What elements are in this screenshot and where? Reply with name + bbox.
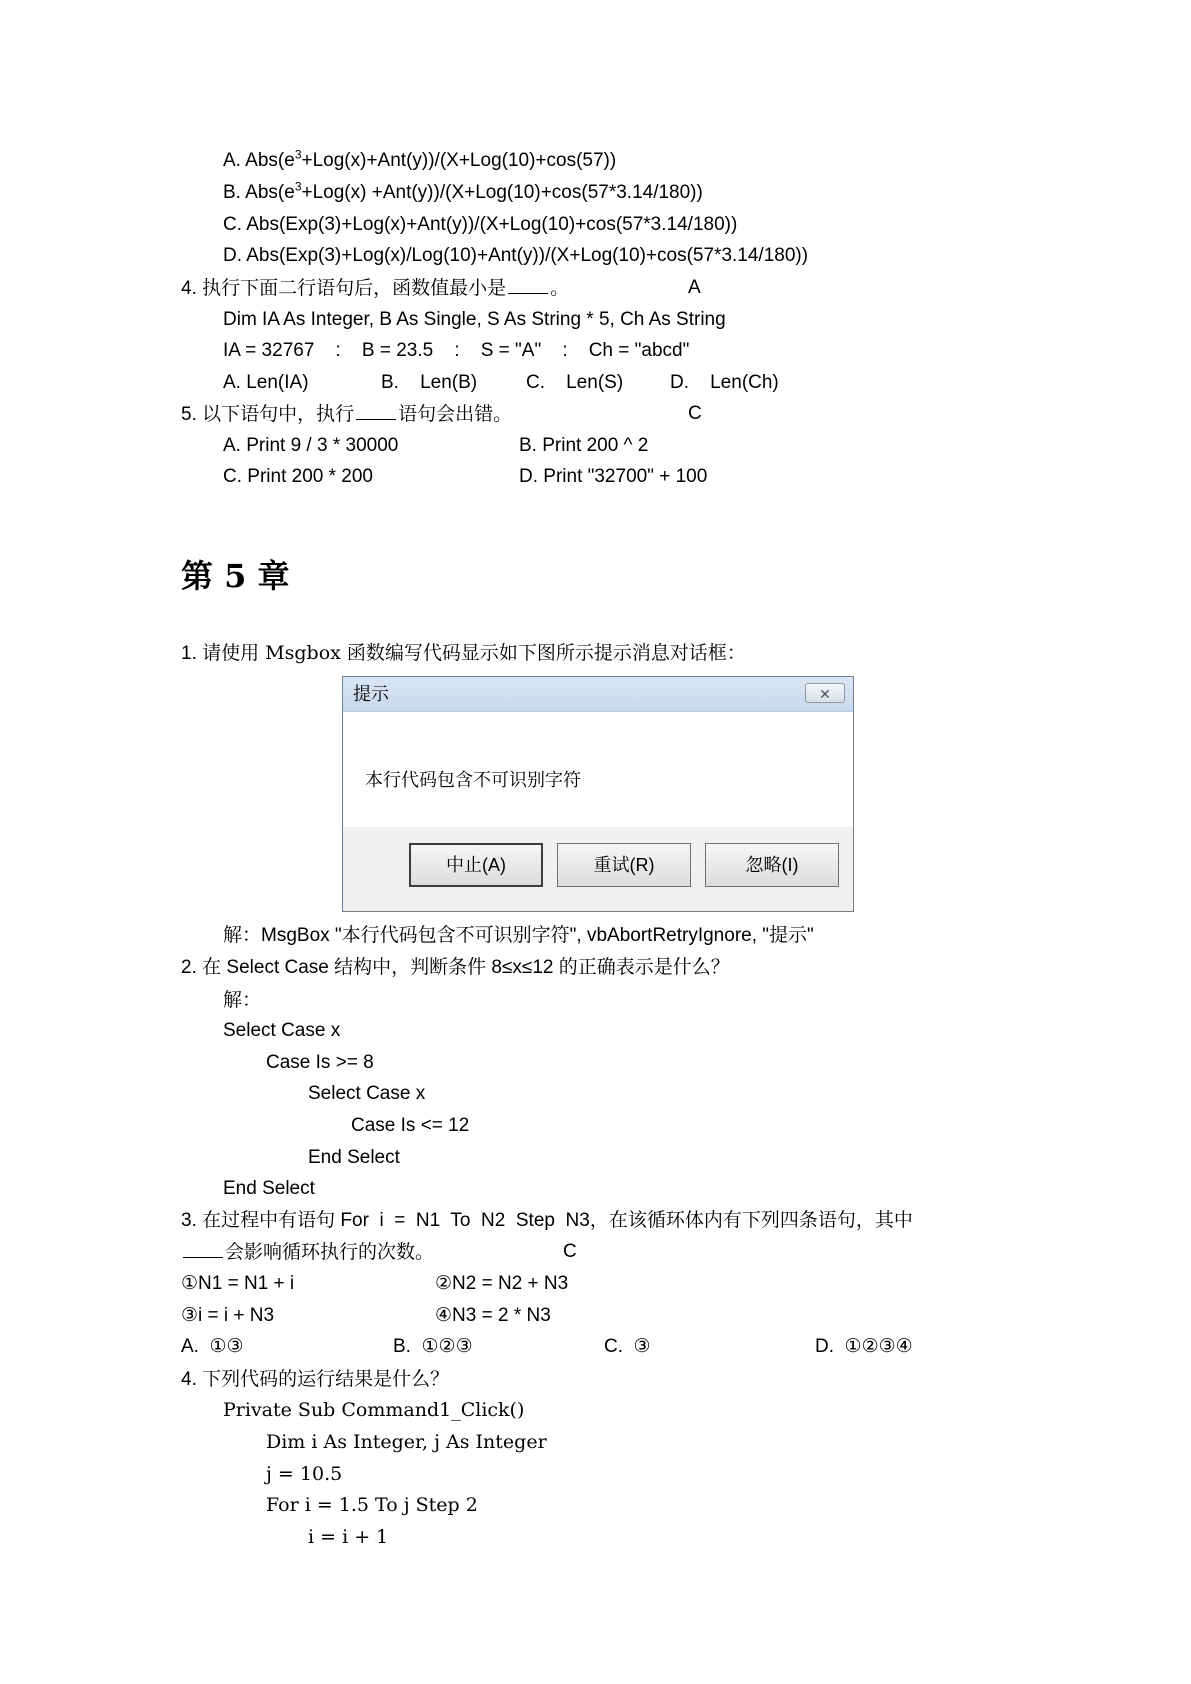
- ch5-q4-code-line: Private Sub Command1_Click(): [223, 1399, 525, 1421]
- q4-question: 4. 执行下面二行语句后，函数值最小是 。: [181, 277, 570, 299]
- q4-option-a: A. Len(IA): [223, 372, 309, 393]
- ch5-q4-code-line: Dim i As Integer, j As Integer: [266, 1431, 547, 1453]
- q3-option-c: C. Abs(Exp(3)+Log(x)+Ant(y))/(X+Log(10)+cos(57*3.14/180)): [223, 214, 738, 235]
- ch5-q3-question-cont: 会影响循环执行的次数。: [181, 1239, 434, 1266]
- dialog-title: 提示: [353, 684, 389, 704]
- q3-option-d: D. Abs(Exp(3)+Log(x)/Log(10)+Ant(y))/(X+Log(10)+cos(57*3.14/180)): [223, 245, 809, 266]
- q5-question: 5. 以下语句中，执行 语句会出错。: [181, 403, 513, 425]
- msgbox-dialog: [342, 676, 854, 912]
- ch5-q4-code-line: For i = 1.5 To j Step 2: [266, 1494, 478, 1516]
- close-icon[interactable]: ✕: [805, 683, 845, 703]
- q3-option-a: A. $Abs(e^3+Log(x)+Ant(y))/(X+Log(10)+\cos(57))$: [223, 147, 617, 171]
- ch5-q3-answer: C: [563, 1241, 577, 1262]
- ch5-q4-question: 4. 下列代码的运行结果是什么？: [181, 1368, 450, 1390]
- ch5-q3-option-d: D. ①②③④: [815, 1336, 913, 1357]
- ch5-q3-statement-2: ②N2 = N2 + N3: [435, 1273, 569, 1294]
- ch5-q1-question: 1. 请使用 Msgbox 函数编写代码显示如下图所示提示消息对话框：: [181, 642, 746, 664]
- q4-code-line-1: Dim IA As Integer, B As Single, S As String * 5, Ch As String: [223, 309, 726, 330]
- ch5-q3-option-c: C. ③: [604, 1336, 651, 1357]
- q5-option-d: D. Print "32700" + 100: [519, 466, 708, 487]
- ch5-q2-code-line: End Select: [223, 1178, 315, 1199]
- chapter-heading: 第 5 章: [181, 557, 290, 595]
- ch5-q3-option-b: B. ①②③: [393, 1336, 473, 1357]
- ignore-button[interactable]: 忽略(I): [705, 843, 839, 887]
- q4-option-b: B. Len(B): [381, 372, 478, 393]
- q5-answer: C: [688, 403, 702, 424]
- ch5-q2-code-line: Case Is >= 8: [266, 1052, 374, 1073]
- ch5-q2-solution-label: 解：: [223, 989, 262, 1011]
- q4-answer: A: [688, 277, 701, 298]
- q5-option-c: C. Print 200 * 200: [223, 466, 373, 487]
- ch5-q2-code-line: Select Case x: [308, 1083, 426, 1104]
- retry-button[interactable]: 重试(R): [557, 843, 691, 887]
- dialog-body: [343, 712, 853, 827]
- ch5-q2-code-line: Select Case x: [223, 1020, 341, 1041]
- ch5-q3-statement-4: ④N3 = 2 * N3: [435, 1305, 551, 1326]
- ch5-q2-code-line: End Select: [308, 1147, 400, 1168]
- ch5-q3-question: 3. 在过程中有语句 For i = N1 To N2 Step N3，在该循环体内有下列四条语句，其中: [181, 1210, 913, 1231]
- dialog-button-bar: [343, 827, 853, 911]
- ch5-q4-code-line: i = i + 1: [308, 1526, 389, 1548]
- dialog-title-bar: [343, 677, 853, 712]
- ch5-q2-code-line: Case Is <= 12: [351, 1115, 470, 1136]
- dialog-message: 本行代码包含不可识别字符: [365, 770, 581, 790]
- ch5-q3-option-a: A. ①③: [181, 1336, 244, 1357]
- q4-option-c: C. Len(S): [526, 372, 624, 393]
- abort-button[interactable]: 中止(A): [409, 843, 543, 887]
- q5-option-a: A. Print 9 / 3 * 30000: [223, 435, 399, 456]
- ch5-q1-solution: 解：MsgBox "本行代码包含不可识别字符", vbAbortRetryIgnore, "提示": [223, 925, 814, 946]
- q4-code-line-2: IA = 32767 : B = 23.5 : S = "A" : Ch = "abcd": [223, 340, 690, 361]
- q3-option-b: B. $Abs(e^3+Log(x) +Ant(y))/(X+Log(10)+\cos(57*3.14/180))$: [223, 179, 703, 203]
- ch5-q3-statement-3: ③i = i + N3: [181, 1305, 275, 1326]
- ch5-q3-statement-1: ①N1 = N1 + i: [181, 1273, 295, 1294]
- ch5-q4-code-line: j = 10.5: [266, 1463, 343, 1485]
- q5-option-b: B. Print 200 ^ 2: [519, 435, 649, 456]
- ch5-q2-question: 2. 在 Select Case 结构中，判断条件 8≤x≤12 的正确表示是什么？: [181, 957, 730, 978]
- q4-option-d: D. Len(Ch): [670, 372, 779, 393]
